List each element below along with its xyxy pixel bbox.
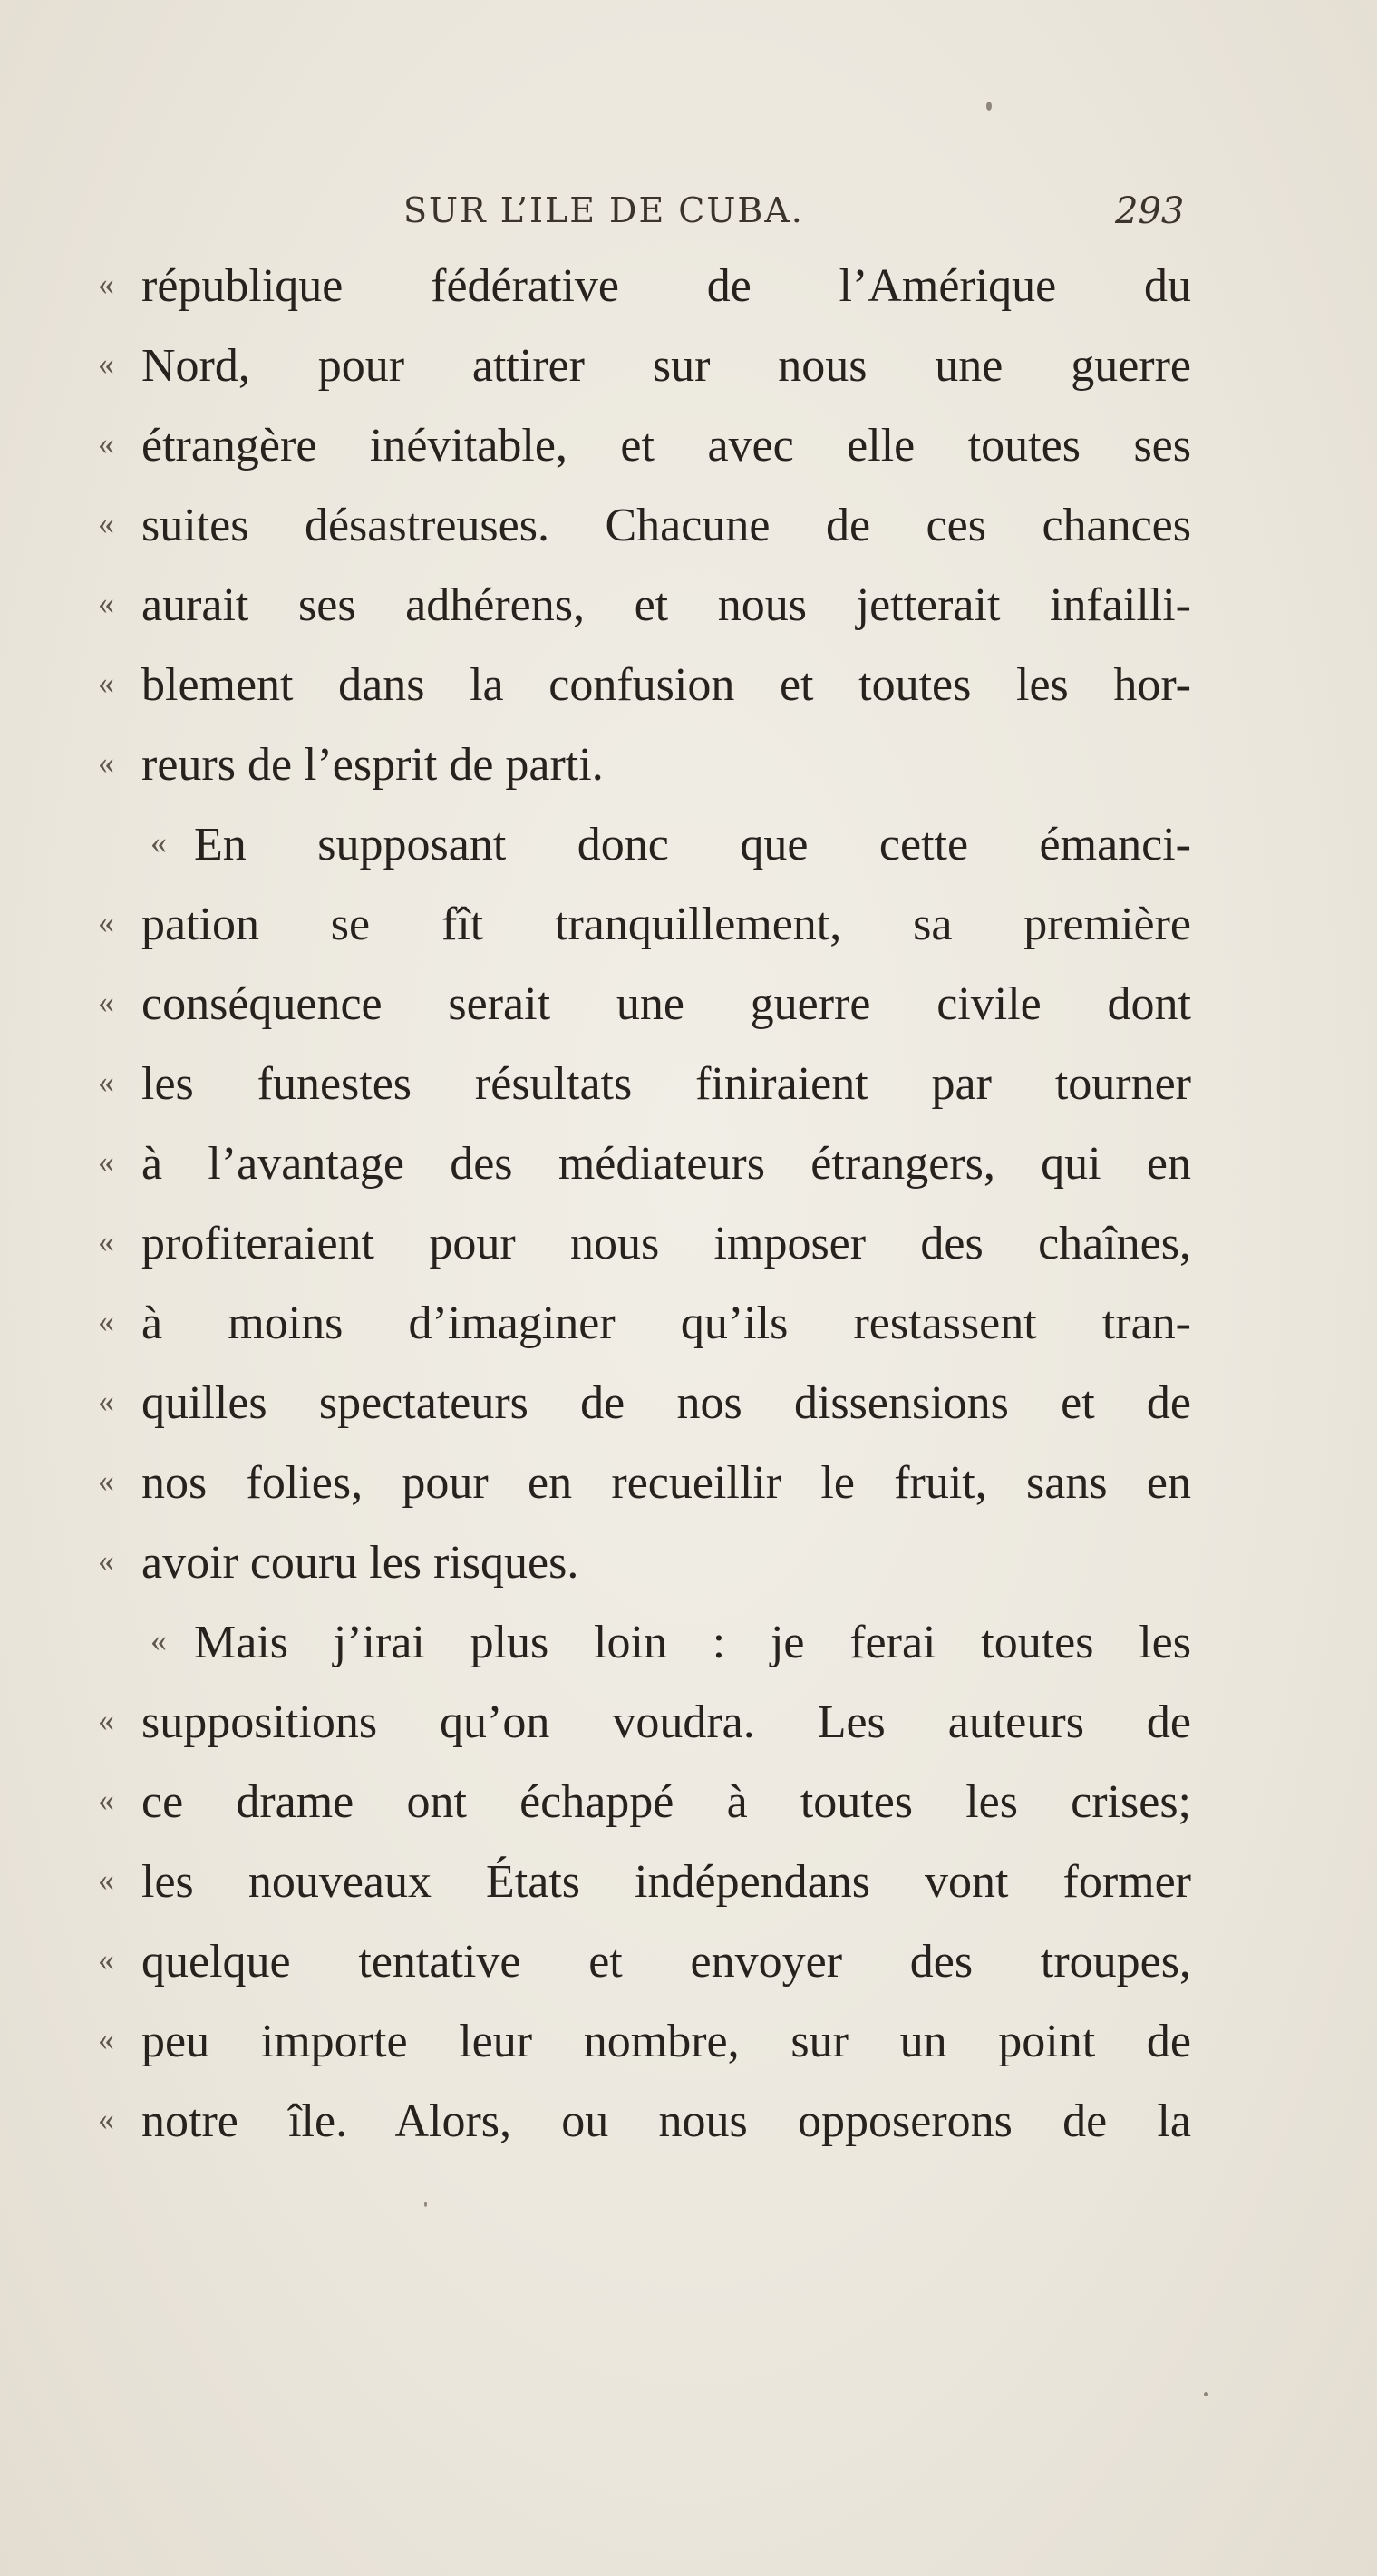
line-text: aurait ses adhérens, et nous jetterait infailli-	[141, 579, 1191, 631]
text-line	[0, 335, 1377, 415]
text-line	[0, 1213, 1377, 1293]
running-title: SUR L’ILE DE CUBA.	[403, 190, 804, 230]
text-line	[0, 495, 1377, 575]
quote-mark: «	[98, 1542, 114, 1579]
text-line	[0, 1931, 1377, 2011]
paper-speck	[424, 2202, 427, 2207]
text-line	[0, 1692, 1377, 1772]
line-text: profiteraient pour nous imposer des chaînes,	[141, 1218, 1191, 1269]
quote-mark: «	[98, 1702, 114, 1738]
line-text: avoir couru les risques.	[141, 1537, 579, 1589]
text-line	[0, 575, 1377, 655]
line-text: les nouveaux États indépendans vont former	[141, 1856, 1191, 1908]
text-line	[0, 894, 1377, 974]
text-line	[0, 1133, 1377, 1213]
line-text: suppositions qu’on voudra. Les auteurs de	[141, 1696, 1191, 1748]
text-line	[0, 2091, 1377, 2171]
quote-mark: «	[98, 1223, 114, 1259]
line-text: quelque tentative et envoyer des troupes,	[141, 1936, 1191, 1988]
quote-mark: «	[98, 984, 114, 1020]
quote-mark: «	[98, 904, 114, 940]
line-text: les funestes résultats finiraient par tourner	[141, 1058, 1191, 1110]
quote-mark: «	[98, 665, 114, 701]
line-text: quilles spectateurs de nos dissensions et de	[141, 1377, 1191, 1429]
quote-mark: «	[98, 1463, 114, 1499]
quote-mark: «	[98, 1143, 114, 1180]
line-text: conséquence serait une guerre civile dont	[141, 978, 1191, 1030]
line-text: étrangère inévitable, et avec elle toutes ses	[141, 420, 1191, 471]
line-text: Nord, pour attirer sur nous une guerre	[141, 340, 1191, 392]
quote-mark: «	[98, 505, 114, 541]
quote-mark: «	[98, 2021, 114, 2057]
line-text: reurs de l’esprit de parti.	[141, 739, 604, 791]
paper-speck	[986, 102, 992, 111]
line-text: notre île. Alors, ou nous opposerons de la	[141, 2095, 1191, 2147]
paper-speck	[1204, 2392, 1208, 2396]
quote-mark: «	[98, 744, 114, 781]
quote-mark: «	[150, 1622, 167, 1658]
paragraph-start-line	[0, 814, 1377, 894]
text-line	[0, 1772, 1377, 1852]
text-line	[0, 734, 1377, 814]
text-line	[0, 655, 1377, 734]
quote-mark: «	[98, 1862, 114, 1898]
text-line	[0, 1054, 1377, 1133]
text-line	[0, 1293, 1377, 1373]
quote-mark: «	[98, 1064, 114, 1100]
quote-mark: «	[98, 425, 114, 462]
running-head	[0, 183, 1377, 238]
page-number: 293	[1115, 190, 1185, 232]
line-text: ce drame ont échappé à toutes les crises;	[141, 1776, 1191, 1828]
line-text: pation se fît tranquillement, sa première	[141, 899, 1191, 950]
line-text: Mais j’irai plus loin : je ferai toutes les	[194, 1617, 1191, 1668]
text-line	[0, 1532, 1377, 1612]
text-line	[0, 974, 1377, 1054]
quote-mark: «	[98, 585, 114, 621]
text-line	[0, 1453, 1377, 1532]
line-text: peu importe leur nombre, sur un point de	[141, 2016, 1191, 2067]
text-line	[0, 415, 1377, 495]
quote-mark: «	[98, 1383, 114, 1419]
line-text: blement dans la confusion et toutes les hor-	[141, 659, 1191, 711]
line-text: république fédérative de l’Amérique du	[141, 260, 1191, 312]
line-text: à moins d’imaginer qu’ils restassent tran-	[141, 1298, 1191, 1349]
quote-mark: «	[150, 824, 167, 860]
quote-mark: «	[98, 1782, 114, 1818]
text-line	[0, 256, 1377, 335]
body-text	[0, 256, 1377, 2171]
text-line	[0, 1852, 1377, 1931]
quote-mark: «	[98, 266, 114, 302]
line-text: En supposant donc que cette émanci-	[194, 819, 1191, 870]
quote-mark: «	[98, 1303, 114, 1339]
line-text: nos folies, pour en recueillir le fruit, sans en	[141, 1457, 1191, 1509]
quote-mark: «	[98, 1941, 114, 1978]
quote-mark: «	[98, 345, 114, 382]
text-line	[0, 2011, 1377, 2091]
paragraph-start-line	[0, 1612, 1377, 1692]
line-text: à l’avantage des médiateurs étrangers, qui en	[141, 1138, 1191, 1190]
quote-mark: «	[98, 2101, 114, 2137]
text-line	[0, 1373, 1377, 1453]
line-text: suites désastreuses. Chacune de ces chances	[141, 500, 1191, 551]
